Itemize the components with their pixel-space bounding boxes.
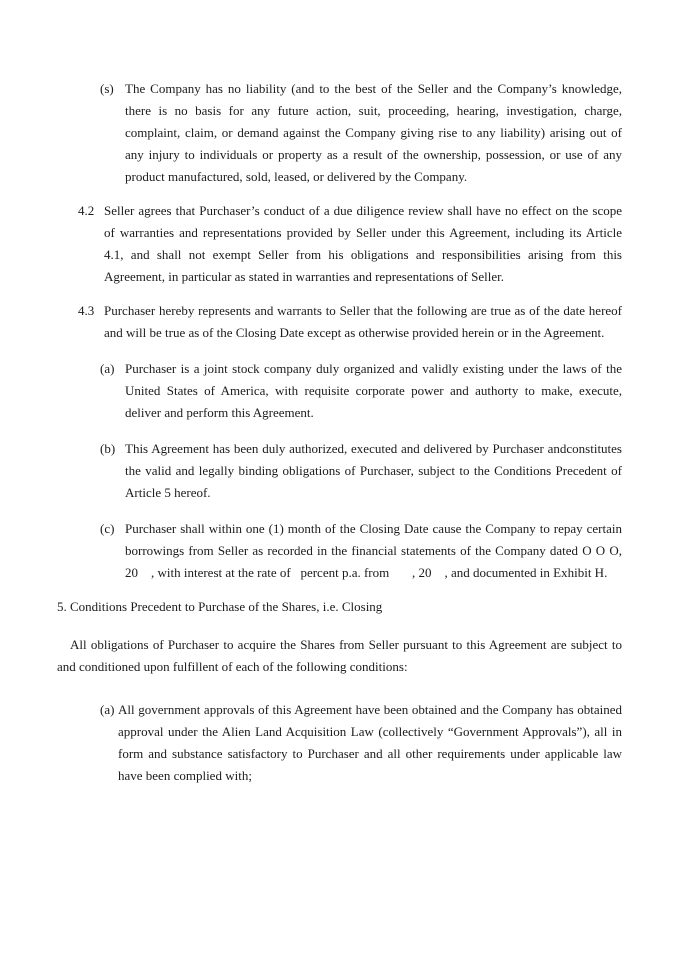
section-5-intro-paragraph [57, 634, 622, 678]
clause-4-3-b-marker: (b) [100, 441, 116, 456]
clause-4-3-a-text: Purchaser is a joint stock company duly organized and validly existing under the laws of the United States of America, with requisite corporate power and authorty to make, execute, deliver and perform this Agreement. [125, 361, 622, 420]
clause-5-a-marker: (a) [100, 702, 115, 717]
clause-4-3-paragraph [57, 300, 622, 344]
clause-5-a-text: All government approvals of this Agreement have been obtained and the Company has obtained approval under the Alien Land Acquisition Law (collectively “Government Approvals”), all in form and substance satisfactory to Purchaser and all other requirements under applicable law have been complied with; [118, 702, 622, 783]
section-5-marker: 5. [57, 599, 67, 614]
clause-4-3-c-marker: (c) [100, 521, 115, 536]
clause-5-a-paragraph [57, 699, 622, 787]
clause-4-2-marker: 4.2 [78, 203, 95, 218]
clause-4-3-c-text: Purchaser shall within one (1) month of the Closing Date cause the Company to repay certain borrowings from Seller as recorded in the financial statements of the Company dated O O O, 20 , with interest at the rate of percent p.a. from , 20 , and documented in Exhibit H. [125, 521, 622, 580]
clause-s-marker: (s) [100, 81, 114, 96]
clause-s-paragraph [57, 78, 622, 188]
clause-4-3-a-paragraph [57, 358, 622, 424]
section-5-intro-text: All obligations of Purchaser to acquire the Shares from Seller pursuant to this Agreement are subject to and conditioned upon fulfillent of each of the following conditions: [57, 637, 622, 674]
clause-4-3-marker: 4.3 [78, 303, 95, 318]
clause-4-3-c-paragraph [57, 518, 622, 584]
clause-4-3-b-paragraph [57, 438, 622, 504]
clause-4-2-paragraph [57, 200, 622, 288]
section-5-heading [57, 596, 622, 618]
clause-4-3-text: Purchaser hereby represents and warrants to Seller that the following are true as of the date hereof and will be true as of the Closing Date except as otherwise provided herein or in the Agreement. [104, 303, 622, 340]
clause-4-3-b-text: This Agreement has been duly authorized, executed and delivered by Purchaser andconstitutes the valid and legally binding obligations of Purchaser, subject to the Conditions Precedent of Article 5 hereof. [125, 441, 622, 500]
clause-4-3-a-marker: (a) [100, 361, 115, 376]
clause-4-2-text: Seller agrees that Purchaser’s conduct of a due diligence review shall have no effect on the scope of warranties and representations provided by Seller under this Agreement, including its Article 4.1, and shall not exempt Seller from his obligations and responsibilities arising from this Agreement, in particular as stated in warranties and representations of Seller. [104, 203, 622, 284]
section-5-heading-text: Conditions Precedent to Purchase of the Shares, i.e. Closing [70, 599, 383, 614]
clause-s-text: The Company has no liability (and to the best of the Seller and the Company’s knowledge, there is no basis for any future action, suit, proceeding, hearing, investigation, charge, complaint, claim, or demand against the Company giving rise to any liability) arising out of any injury to individuals or property as a result of the ownership, possession, or use of any product manufactured, sold, leased, or delivered by the Company. [125, 81, 622, 184]
